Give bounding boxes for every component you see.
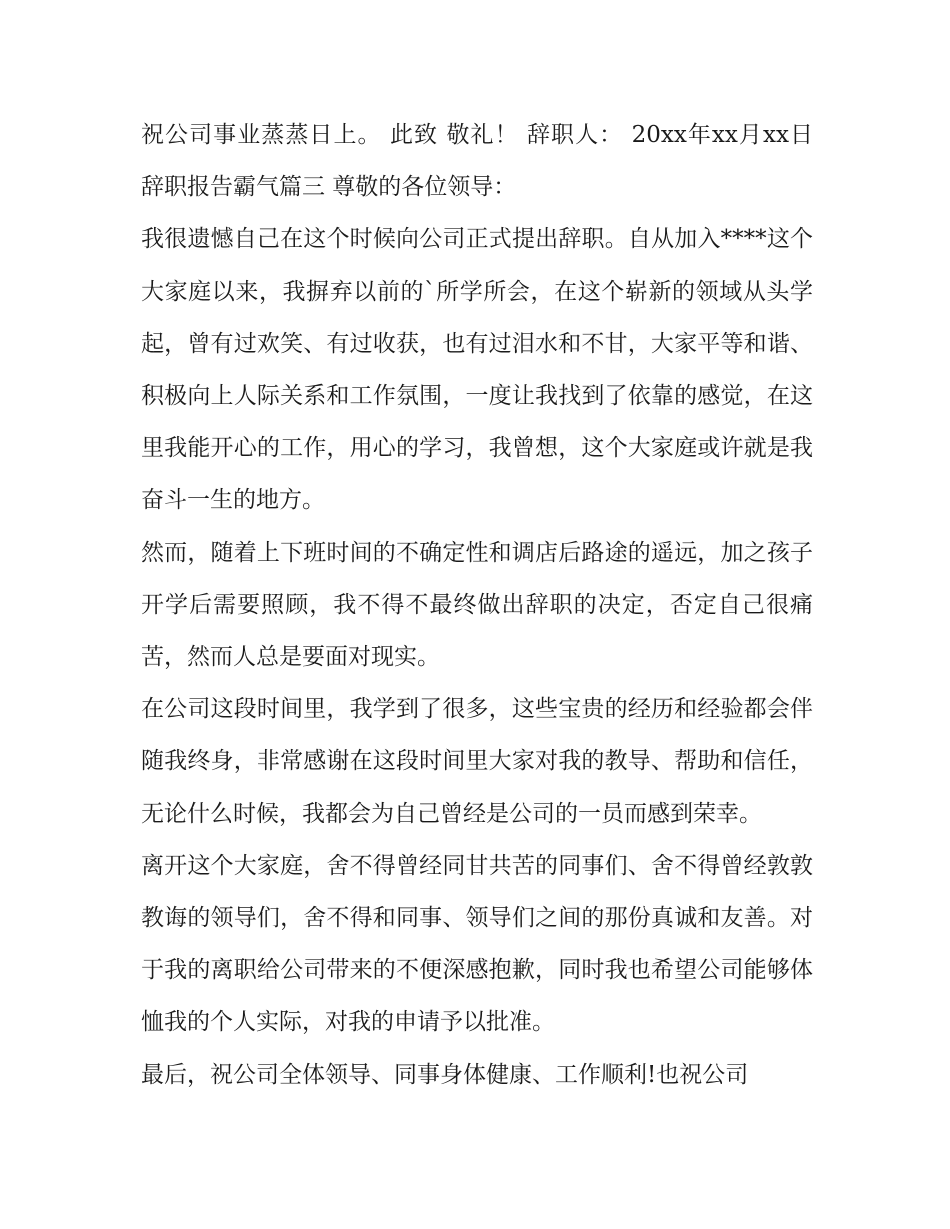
paragraph-resignation-reason: 我很遗憾自己在这个时候向公司正式提出辞职。自从加入****这个大家庭以来，我摒弃以前的`所学所会，在这个崭新的领域从头学起，曾有过欢笑、有过收获，也有过泪水和不甘，大家平等和谐、积极向上人际关系和工作氛围，一度让我找到了依靠的感觉，在这里我能开心的工作，用心的学习，我曾想，这个大家庭或许就是我奋斗一生的地方。 bbox=[141, 226, 813, 514]
paragraph-closing-and-title: 祝公司事业蒸蒸日上。 此致 敬礼！ 辞职人： 20xx年xx月xx日 辞职报告霸气篇三 尊敬的各位领导： bbox=[141, 122, 813, 201]
paragraph-circumstances: 然而，随着上下班时间的不确定性和调店后路途的遥远，加之孩子开学后需要照顾，我不得不最终做出辞职的决定，否定自己很痛苦，然而人总是要面对现实。 bbox=[141, 539, 813, 671]
paragraph-farewell: 离开这个大家庭，舍不得曾经同甘共苦的同事们、舍不得曾经敦敦教诲的领导们，舍不得和同事、领导们之间的那份真诚和友善。对于我的离职给公司带来的不便深感抱歉，同时我也希望公司能够体恤我的个人实际，对我的申请予以批准。 bbox=[141, 852, 813, 1036]
paragraph-gratitude: 在公司这段时间里，我学到了很多，这些宝贵的经历和经验都会伴随我终身，非常感谢在这段时间里大家对我的教导、帮助和信任，无论什么时候，我都会为自己曾经是公司的一员而感到荣幸。 bbox=[141, 696, 813, 827]
document-body bbox=[141, 109, 813, 1101]
paragraph-final-wishes: 最后，祝公司全体领导、同事身体健康、工作顺利!也祝公司 bbox=[141, 1061, 749, 1088]
